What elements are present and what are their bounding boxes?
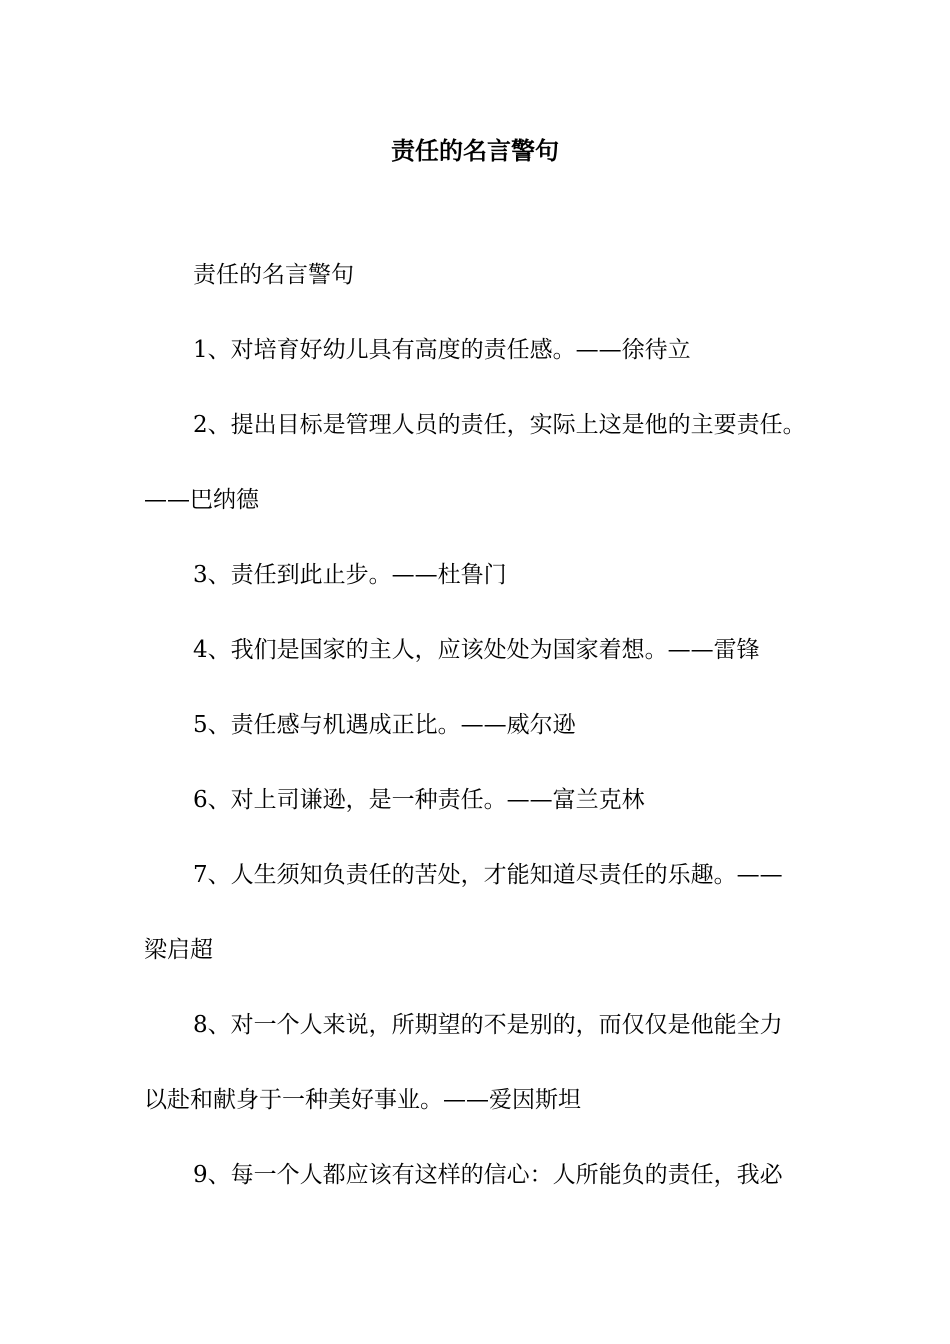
- quote-line-4: 4、我们是国家的主人，应该处处为国家着想。——雷锋: [193, 637, 760, 663]
- quote-line-1: 1、对培育好幼儿具有高度的责任感。——徐待立: [193, 337, 691, 363]
- quote-line-5: 5、责任感与机遇成正比。——威尔逊: [193, 712, 576, 738]
- quote-line-2-continued: ——巴纳德: [144, 487, 259, 513]
- quote-line-3: 3、责任到此止步。——杜鲁门: [193, 562, 507, 588]
- quote-line-2: 2、提出目标是管理人员的责任，实际上这是他的主要责任。: [193, 412, 806, 438]
- document-title: 责任的名言警句: [391, 136, 559, 165]
- quote-line-8: 8、对一个人来说，所期望的不是别的，而仅仅是他能全力: [193, 1012, 783, 1038]
- section-heading: 责任的名言警句: [193, 262, 354, 288]
- quote-line-9: 9、每一个人都应该有这样的信心：人所能负的责任，我必: [193, 1162, 783, 1188]
- quote-line-7: 7、人生须知负责任的苦处，才能知道尽责任的乐趣。——: [193, 862, 783, 888]
- quote-line-8-continued: 以赴和献身于一种美好事业。——爱因斯坦: [144, 1087, 581, 1113]
- quote-line-7-continued: 梁启超: [144, 937, 213, 963]
- quote-line-6: 6、对上司谦逊，是一种责任。——富兰克林: [193, 787, 645, 813]
